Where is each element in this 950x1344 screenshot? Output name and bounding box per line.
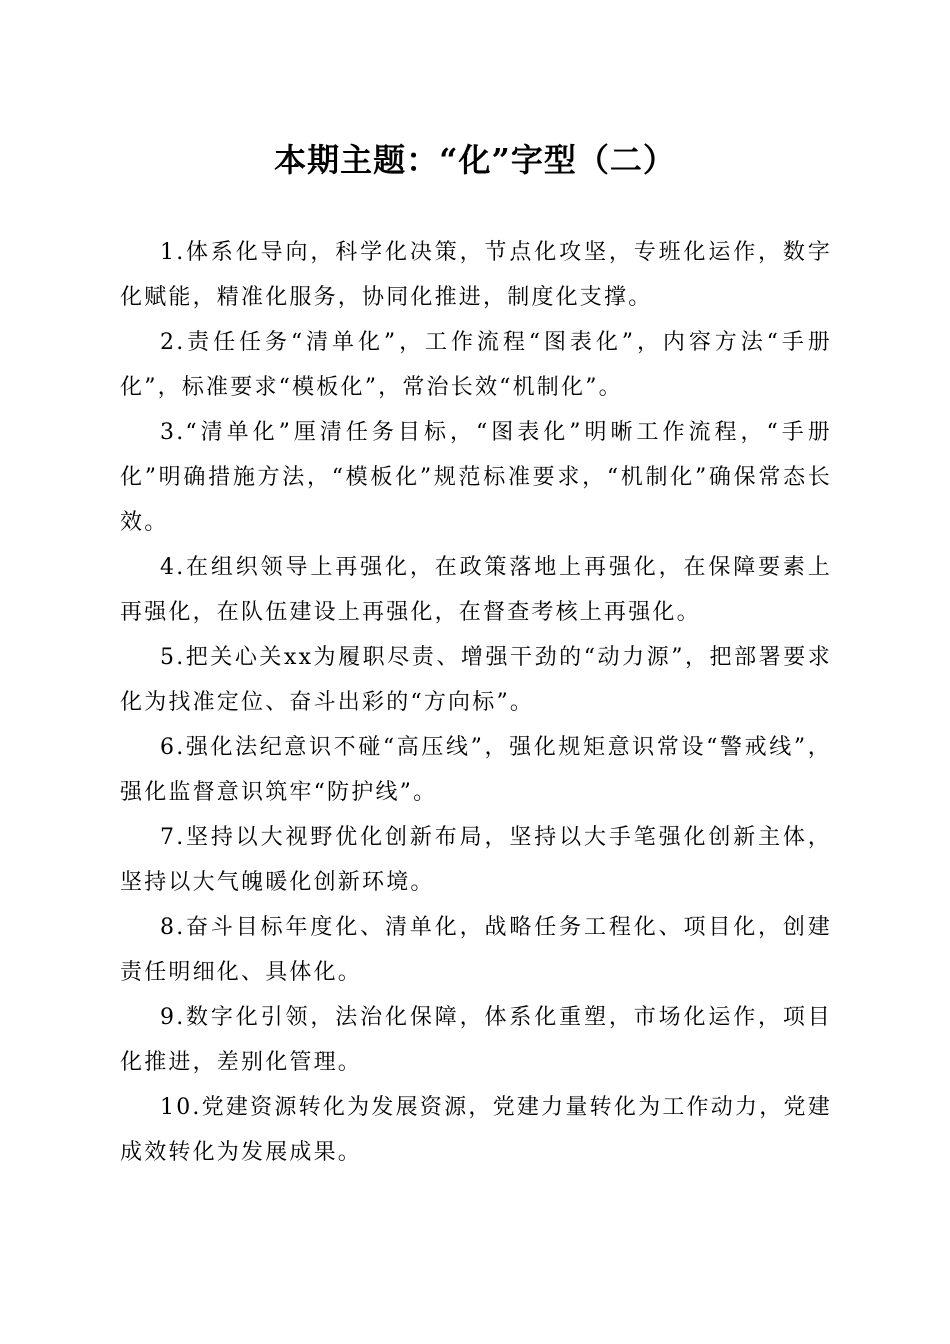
paragraph-2: 2.责任任务“清单化”，工作流程“图表化”，内容方法“手册化”，标准要求“模板化”，常治长效“机制化”。 xyxy=(120,330,832,400)
paragraph-6: 6.强化法纪意识不碰“高压线”，强化规矩意识常设“警戒线”，强化监督意识筑牢“防护线”。 xyxy=(120,735,832,805)
paragraph-4: 4.在组织领导上再强化，在政策落地上再强化，在保障要素上再强化，在队伍建设上再强化，在督查考核上再强化。 xyxy=(120,555,832,625)
paragraph-1: 1.体系化导向，科学化决策，节点化攻坚，专班化运作，数字化赋能，精准化服务，协同化推进，制度化支撑。 xyxy=(120,240,832,310)
page-title: 本期主题：“化”字型（二） xyxy=(274,141,676,179)
paragraph-8: 8.奋斗目标年度化、清单化，战略任务工程化、项目化，创建责任明细化、具体化。 xyxy=(120,915,832,985)
paragraph-3: 3.“清单化”厘清任务目标，“图表化”明晰工作流程，“手册化”明确措施方法，“模板化”规范标准要求，“机制化”确保常态长效。 xyxy=(120,420,832,535)
paragraph-5: 5.把关心关xx为履职尽责、增强干劲的“动力源”，把部署要求化为找准定位、奋斗出彩的“方向标”。 xyxy=(120,645,832,715)
paragraph-7: 7.坚持以大视野优化创新布局，坚持以大手笔强化创新主体，坚持以大气魄暖化创新环境。 xyxy=(120,825,832,895)
paragraph-10: 10.党建资源转化为发展资源，党建力量转化为工作动力，党建成效转化为发展成果。 xyxy=(120,1095,832,1165)
paragraph-9: 9.数字化引领，法治化保障，体系化重塑，市场化运作，项目化推进，差别化管理。 xyxy=(120,1005,832,1075)
document-body xyxy=(120,230,832,1175)
